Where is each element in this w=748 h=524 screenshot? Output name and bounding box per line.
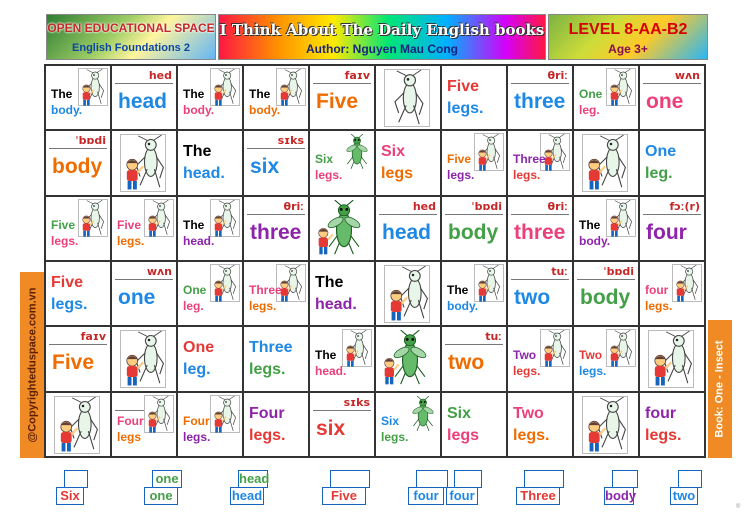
flashcard-phrase-word: The (315, 274, 344, 291)
word-tile-bottom: one (144, 487, 178, 505)
flashcard-phrase-word: The (579, 217, 601, 232)
ipa-underline (247, 214, 305, 215)
kid-with-grasshopper-image (540, 329, 570, 367)
kid-with-grasshopper-image (210, 68, 240, 106)
flashcard-word: one (646, 90, 684, 113)
ipa-underline (643, 214, 701, 215)
flashcard-cell (243, 196, 309, 261)
flashcard-phrase-word: leg. (579, 103, 600, 117)
flashcard-phrase-word: legs. (315, 168, 343, 183)
flashcard-phrase-word: The (447, 283, 469, 297)
flashcard-phrase-word: legs. (249, 426, 286, 444)
flashcard-phrase-word: Five (447, 152, 472, 167)
kid-with-grasshopper-image (78, 199, 108, 237)
header-title-panel (218, 14, 546, 60)
flashcard-cell (639, 261, 705, 326)
flashcard-cell (573, 65, 639, 130)
kid-with-grasshopper-large-image (54, 396, 100, 454)
flashcard-cell (45, 130, 111, 195)
flashcard-word: head (118, 90, 168, 113)
ipa-underline (313, 410, 371, 411)
flashcard-phrase-word: legs (381, 165, 414, 183)
flashcard-phrase-word: body. (447, 299, 479, 313)
ipa-transcription: θriː (547, 199, 568, 213)
kid-with-grasshopper-image (144, 199, 174, 237)
kid-with-grasshopper-image (672, 264, 702, 302)
flashcard-phrase-word: The (183, 143, 212, 161)
flashcard-cell (441, 261, 507, 326)
flashcard-cell (639, 65, 705, 130)
flashcard-cell (573, 130, 639, 195)
ipa-underline (379, 214, 437, 215)
ipa-underline (445, 214, 503, 215)
flashcard-phrase-word: legs. (645, 299, 673, 313)
flashcard-cell (243, 392, 309, 457)
kid-with-grasshopper-image (210, 199, 240, 237)
flashcard-phrase-word: legs. (513, 168, 541, 183)
kid-with-grasshopper-large-image (384, 265, 430, 323)
flashcard-cell (441, 196, 507, 261)
flashcard-phrase-word: leg. (645, 165, 673, 183)
flashcard-phrase-word: body. (183, 103, 215, 117)
flashcard-word: six (316, 416, 346, 440)
ipa-transcription: hed (412, 199, 436, 213)
flashcard-cell (573, 392, 639, 457)
flashcard-cell (111, 392, 177, 457)
kid-with-grasshopper-image (342, 329, 372, 367)
ipa-underline (115, 279, 173, 280)
flashcard-cell (177, 196, 243, 261)
flashcard-phrase-word: four (645, 404, 677, 422)
flashcard-phrase-word: Five (447, 78, 480, 95)
copyright-tab (20, 272, 44, 458)
ipa-underline (247, 148, 305, 149)
flashcard-phrase-word: head. (183, 233, 215, 248)
flashcard-cell (507, 261, 573, 326)
word-tile-top (416, 470, 448, 488)
flashcard-cell (309, 326, 375, 391)
flashcard-cell (243, 130, 309, 195)
flashcard-cell (243, 326, 309, 391)
flashcard-word: four (646, 220, 687, 244)
flashcard-phrase-word: legs. (249, 299, 277, 313)
ipa-transcription: wʌn (146, 265, 172, 278)
flashcard-phrase-word: Six (315, 152, 334, 167)
kid-with-grasshopper-image (474, 264, 504, 302)
word-tile-bottom: four (446, 487, 478, 505)
flashcard-cell (639, 130, 705, 195)
ipa-transcription: tuː (551, 265, 568, 278)
flashcard-cell (639, 392, 705, 457)
flashcard-cell (507, 392, 573, 457)
flashcard-phrase-word: The (51, 87, 73, 101)
ipa-transcription: ˈbɒdi (603, 265, 634, 278)
flashcard-phrase-word: Three (513, 152, 546, 167)
kid-with-grasshopper-image (606, 68, 636, 106)
kid-with-grasshopper-large-image (582, 134, 628, 192)
ipa-transcription: θriː (283, 199, 304, 213)
flashcard-phrase-word: head. (315, 364, 347, 379)
flashcard-phrase-word: Six (381, 143, 406, 161)
flashcard-cell (375, 326, 441, 391)
flashcard-cell (507, 326, 573, 391)
ipa-underline (511, 83, 569, 84)
flashcard-cell (243, 65, 309, 130)
copyright-text: @Copyrighteduspace.com.vn (26, 287, 39, 443)
book-title: I Think About The Daily English books (219, 21, 545, 39)
kid-with-grasshopper-image (78, 68, 108, 106)
flashcard-phrase-word: body. (51, 103, 83, 117)
flashcard-word: three (514, 90, 566, 113)
flashcard-cell (45, 196, 111, 261)
word-tile-bottom: two (670, 487, 698, 505)
ipa-underline (49, 344, 107, 345)
kid-with-grasshopper-image (276, 68, 306, 106)
word-tile-bottom: Three (516, 487, 560, 505)
kid-with-grasshopper-large-image (582, 396, 628, 454)
flashcard-phrase-word: The (249, 87, 271, 101)
flashcard-phrase-word: One (183, 283, 207, 297)
flashcard-phrase-word: body. (579, 233, 611, 248)
word-tile-top: one (152, 470, 182, 488)
flashcard-phrase-word: legs (117, 429, 142, 444)
flashcard-cell (309, 65, 375, 130)
flashcard-cell (45, 326, 111, 391)
flashcard-phrase-word: legs. (645, 426, 682, 444)
flashcard-phrase-word: legs. (381, 429, 409, 444)
ipa-underline (511, 279, 569, 280)
flashcard-word: two (514, 286, 551, 309)
word-tile-bottom: head (231, 488, 263, 503)
course-name: English Foundations 2 (72, 42, 190, 54)
green-insect-large-image (380, 330, 434, 388)
flashcard-cell (45, 65, 111, 130)
flashcard-phrase-word: legs. (249, 361, 286, 379)
flashcard-phrase-word: legs. (117, 233, 145, 248)
flashcard-phrase-word: Four (183, 413, 210, 428)
flashcard-word: two (448, 351, 485, 375)
word-tile-bottom: Five (322, 487, 366, 505)
flashcard-word: three (250, 220, 302, 244)
flashcard-phrase-word: One (183, 339, 215, 357)
ipa-transcription: hed (148, 69, 172, 82)
ipa-transcription: faɪv (344, 69, 370, 82)
flashcard-phrase-word: head. (183, 165, 225, 183)
flashcard-word: body (448, 220, 499, 244)
word-tile-bottom: body (605, 488, 637, 503)
flashcard-cell (375, 130, 441, 195)
flashcard-cell (243, 261, 309, 326)
flashcard-cell (573, 261, 639, 326)
flashcard-cell (639, 196, 705, 261)
flashcard-word: head (382, 220, 432, 244)
corner-mark: ® (736, 504, 741, 510)
flashcard-cell (177, 130, 243, 195)
flashcard-phrase-word: Four (117, 413, 144, 428)
flashcard-cell (45, 392, 111, 457)
flashcard-cell (441, 65, 507, 130)
kid-with-grasshopper-image (474, 133, 504, 171)
flashcard-cell (573, 196, 639, 261)
flashcard-phrase-word: Five (51, 217, 76, 232)
word-tile-bottom: Six (56, 487, 84, 505)
ipa-underline (313, 83, 371, 84)
flashcard-phrase-word: legs. (447, 168, 475, 183)
flashcard-cell (177, 65, 243, 130)
flashcard-phrase-word: body. (249, 103, 281, 117)
word-tile-bottom: four (408, 487, 444, 505)
kid-with-grasshopper-image (210, 395, 240, 433)
flashcard-cell (309, 392, 375, 457)
flashcard-cell (375, 65, 441, 130)
flashcard-phrase-word: Three (249, 283, 282, 297)
age-label: Age 3+ (608, 42, 648, 56)
flashcard-grid (44, 64, 706, 458)
kid-with-grasshopper-large-image (120, 330, 166, 388)
flashcard-cell (375, 392, 441, 457)
flashcard-phrase-word: leg. (183, 361, 211, 379)
flashcard-phrase-word: legs. (183, 429, 211, 444)
ipa-underline (643, 83, 701, 84)
flashcard-cell (177, 392, 243, 457)
flashcard-phrase-word: Six (381, 413, 400, 428)
flashcard-cell (45, 261, 111, 326)
flashcard-cell (111, 326, 177, 391)
flashcard-word: one (118, 286, 156, 309)
ipa-transcription: sɪks (277, 134, 304, 148)
book-author: Author: Nguyen Mau Cong (306, 42, 458, 56)
kid-with-grasshopper-image (606, 199, 636, 237)
word-tile-top (64, 470, 88, 488)
flashcard-cell (507, 65, 573, 130)
kid-with-grasshopper-image (606, 329, 636, 367)
school-name: OPEN EDUCATIONAL SPACE (47, 21, 215, 35)
flashcard-cell (177, 261, 243, 326)
book-name-text: Book: One - Insect (714, 340, 726, 438)
book-tab (708, 320, 732, 458)
ipa-underline (115, 83, 173, 84)
flashcard-cell (177, 326, 243, 391)
flashcard-cell (111, 65, 177, 130)
flashcard-cell (441, 392, 507, 457)
ipa-transcription: fɔː(r) (669, 199, 700, 213)
flashcard-phrase-word: legs. (513, 364, 541, 379)
flashcard-cell (441, 326, 507, 391)
flashcard-cell (111, 196, 177, 261)
flashcard-cell (507, 130, 573, 195)
flashcard-phrase-word: Three (249, 339, 293, 357)
flashcard-phrase-word: Two (513, 404, 544, 422)
flashcard-phrase-word: The (183, 217, 205, 232)
flashcard-phrase-word: legs. (579, 364, 607, 379)
word-tile-top (524, 470, 564, 488)
word-tile-top (454, 470, 482, 488)
flashcard-word: Five (316, 90, 359, 113)
ipa-underline (49, 148, 107, 149)
flashcard-phrase-word: Four (249, 404, 285, 422)
flashcard-phrase-word: One (579, 87, 603, 101)
ipa-transcription: ˈbɒdi (471, 199, 502, 213)
word-tile-top: head (239, 471, 270, 486)
flashcard-cell (441, 130, 507, 195)
flashcard-phrase-word: legs. (447, 100, 484, 117)
flashcard-cell (309, 261, 375, 326)
flashcard-phrase-word: leg. (183, 299, 204, 313)
flashcard-phrase-word: legs. (51, 233, 79, 248)
header-school-panel (46, 14, 216, 60)
flashcard-word: Five (52, 351, 95, 375)
green-insect-image (342, 134, 372, 170)
flashcard-cell (573, 326, 639, 391)
kid-with-grasshopper-large-image (648, 330, 694, 388)
flashcard-phrase-word: legs (447, 426, 480, 444)
flashcard-cell (309, 130, 375, 195)
flashcard-phrase-word: The (183, 87, 205, 101)
grasshopper-large-image (384, 69, 430, 127)
flashcard-phrase-word: legs. (513, 426, 550, 444)
flashcard-word: three (514, 220, 566, 244)
word-tile-top (678, 470, 702, 488)
flashcard-phrase-word: four (645, 283, 669, 297)
header-level-panel (548, 14, 708, 60)
word-tile-top (612, 470, 638, 488)
green-insect-large-image (314, 200, 368, 258)
flashcard-cell (507, 196, 573, 261)
ipa-transcription: wʌn (674, 69, 700, 82)
flashcard-phrase-word: Two (579, 348, 603, 363)
ipa-transcription: sɪks (343, 395, 370, 409)
flashcard-cell (111, 130, 177, 195)
flashcard-cell (375, 261, 441, 326)
ipa-transcription: tuː (485, 330, 502, 344)
flashcard-phrase-word: Six (447, 404, 472, 422)
ipa-underline (511, 214, 569, 215)
flashcard-cell (639, 326, 705, 391)
kid-with-grasshopper-image (210, 264, 240, 302)
flashcard-phrase-word: The (315, 348, 337, 363)
level-label: LEVEL 8-AA-B2 (568, 21, 688, 38)
flashcard-cell (111, 261, 177, 326)
word-tile-top (330, 470, 370, 488)
flashcard-phrase-word: Five (51, 274, 84, 291)
flashcard-cell (375, 196, 441, 261)
kid-with-grasshopper-image (144, 395, 174, 433)
kid-with-grasshopper-large-image (120, 134, 166, 192)
flashcard-word: six (250, 155, 280, 179)
flashcard-phrase-word: Five (117, 217, 142, 232)
flashcard-phrase-word: legs. (51, 296, 88, 313)
flashcard-phrase-word: One (645, 143, 677, 161)
ipa-underline (445, 344, 503, 345)
flashcard-word: body (52, 155, 103, 179)
ipa-transcription: ˈbɒdi (75, 134, 106, 148)
ipa-transcription: faɪv (80, 330, 106, 344)
flashcard-phrase-word: Two (513, 348, 537, 363)
flashcard-cell (309, 196, 375, 261)
ipa-transcription: θriː (547, 69, 568, 82)
flashcard-phrase-word: head. (315, 296, 357, 313)
green-insect-image (408, 396, 438, 432)
ipa-underline (577, 279, 635, 280)
flashcard-word: body (580, 286, 631, 309)
